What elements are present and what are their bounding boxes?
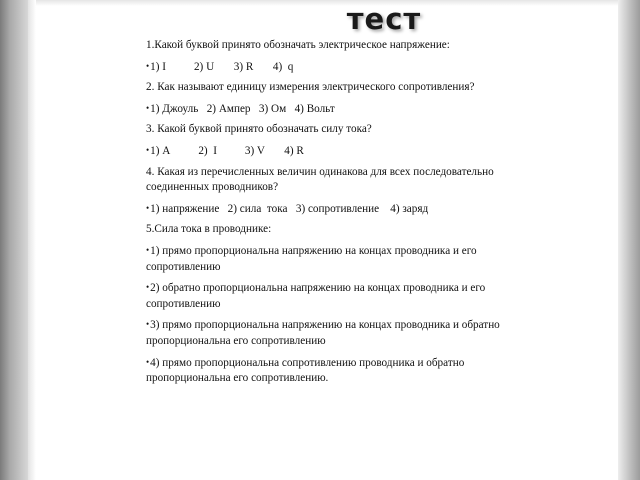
question-5: 5.Сила тока в проводнике: — [146, 223, 272, 236]
answer-5-3 — [146, 317, 546, 349]
bullet-icon: • — [146, 202, 150, 213]
answers-4 — [146, 201, 546, 218]
bullet-icon: • — [146, 282, 150, 293]
answers-3 — [146, 143, 546, 160]
answers-2 — [146, 101, 546, 118]
question-2: 2. Как называют единицу измерения электрического сопротивления? — [146, 81, 475, 94]
bullet-icon: • — [146, 244, 150, 255]
question-4: 4. Какая из перечисленных величин одинакова для всех последовательно соединенных проводников? — [146, 165, 494, 194]
bullet-icon: • — [146, 102, 150, 113]
slide-title: тест — [346, 2, 422, 36]
left-decorative-bar — [0, 0, 28, 480]
answer-5-3-text: 3) прямо пропорциональна напряжению на концах проводника и обратно пропорциональна его сопротивлению — [146, 319, 500, 347]
answer-5-1 — [146, 243, 546, 275]
answer-5-2 — [146, 280, 546, 312]
answer-5-4 — [146, 355, 546, 387]
answer-5-1-text: 1) прямо пропорциональна напряжению на концах проводника и его сопротивлению — [146, 244, 477, 273]
right-decorative-bar — [618, 0, 640, 480]
left-decorative-bar-edge — [28, 0, 36, 480]
answers-1 — [146, 59, 546, 76]
question-3: 3. Какой буквой принято обозначать силу тока? — [146, 123, 372, 136]
bullet-icon: • — [146, 60, 150, 71]
answers-4-text: 1) напряжение 2) сила тока 3) сопротивление 4) заряд — [150, 202, 429, 215]
answer-5-2-text: 2) обратно пропорциональна напряжению на концах проводника и его сопротивлению — [146, 282, 486, 310]
bullet-icon: • — [146, 144, 150, 155]
bullet-icon: • — [146, 319, 150, 330]
slide-content — [146, 38, 546, 392]
answers-1-text: 1) I 2) U 3) R 4) q — [150, 60, 294, 73]
bullet-icon: • — [146, 356, 150, 367]
question-1: 1.Какой буквой принято обозначать электрическое напряжение: — [146, 39, 450, 51]
answer-5-4-text: 4) прямо пропорциональна сопротивлению проводника и обратно пропорциональна его сопротивлению. — [146, 356, 465, 385]
answers-2-text: 1) Джоуль 2) Ампер 3) Ом 4) Вольт — [150, 102, 335, 115]
answers-3-text: 1) А 2) I 3) V 4) R — [150, 144, 304, 157]
